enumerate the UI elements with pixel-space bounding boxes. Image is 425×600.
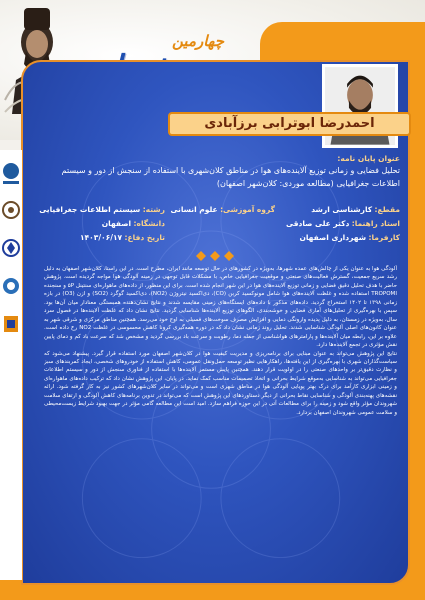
employer-label: کارفرما: xyxy=(368,233,400,242)
festival-ordinal: چهارمین xyxy=(172,32,224,50)
university-value: اصفهان xyxy=(101,219,132,228)
ornament-diamonds-icon xyxy=(195,250,235,262)
employer-row xyxy=(299,232,400,244)
field-label: رشته: xyxy=(142,205,165,214)
degree-value: کارشناسی ارشد xyxy=(311,205,373,214)
advisor-value: دکتر علی صادقی xyxy=(285,219,350,228)
field-row xyxy=(39,204,165,216)
group-value: علوم انسانی xyxy=(170,205,218,214)
seal-logo-icon xyxy=(1,198,21,224)
municipality-logo-icon xyxy=(1,312,21,338)
defense-row xyxy=(80,232,165,244)
name-banner xyxy=(168,112,411,136)
logo-column xyxy=(0,150,22,580)
defense-value: ۱۴۰۳/۰۶/۱۷ xyxy=(80,233,123,242)
thesis-heading: عنوان پایان نامه: xyxy=(337,154,400,163)
field-value: سیستم اطلاعات جغرافیایی xyxy=(39,205,141,214)
group-label: گروه آموزشی: xyxy=(220,205,275,214)
abstract-text xyxy=(44,265,397,553)
employer-value: شهرداری اصفهان xyxy=(299,233,367,242)
abstract-paragraph-2: نتایج این پژوهش می‌تواند به عنوان مبنایی برای برنامه‌ریزی و مدیریت کیفیت هوا در کلان‌شهر اصفهان مورد استفاده قرار گیرد. پیشنهاد می‌شود که سیاست‌گذاران شهری با بهره‌گیری از این یافته‌ها، راهکارهایی نظیر توسعه حمل‌ونقل عمومی، کاهش استفاده از خودروهای شخصی، ایجاد کمربندهای سبز و نظارت دقیق‌تر بر واحدهای صنعتی را در اولویت قرار دهند. همچنین پایش مستمر آلاینده‌ها با استفاده از فناوری سنجش از دور و سیستم اطلاعات جغرافیایی می‌تواند به شناسایی به‌موقع شرایط بحرانی و اتخاذ تصمیمات مناسب کمک نماید. در پایان، این پژوهش نشان داد که ترکیب داده‌های ماهواره‌ای و زمینی ابزاری کارآمد برای درک بهتر پویایی آلودگی هوا در مناطق شهری است و می‌تواند در سایر کلان‌شهرهای کشور نیز به کار گرفته شود. ارائه نقشه‌های پهنه‌بندی آلودگی و شناسایی نقاط بحرانی از دیگر دستاوردهای این پژوهش است که می‌تواند در تدوین برنامه‌های کاهش آلودگی و ارتقای سلامت شهروندان مؤثر واقع شود و زمینه را برای مطالعات آتی در این حوزه فراهم سازد. امید است این مطالعه گامی مؤثر در جهت بهبود شرایط زیست‌محیطی و سلامت عمومی شهروندان اصفهان بردارد. xyxy=(44,350,397,416)
university-row xyxy=(102,218,165,230)
thesis-title: تحلیل فضایی و زمانی توزیع آلاینده‌های هوا در مناطق کلان‌شهری با استفاده از سنجش از دور و سیستم اطلاعات جغرافیایی (مطالعه موردی: کلان‌شهر اصفهان) xyxy=(61,166,400,188)
abstract-paragraph-1: آلودگی هوا به عنوان یکی از چالش‌های عمده شهرها، به‌ویژه در کشورهای در حال توسعه مانند ایران، مطرح است. در این راستا، کلان‌شهر اصفهان به دلیل رشد سریع جمعیت، گسترش فعالیت‌های صنعتی و موقعیت جغرافیایی خاص، با مشکلات قابل توجهی در زمینه آلودگی هوا مواجه گردیده است. پژوهش حاضر با هدف تحلیل دقیق فضایی و زمانی توزیع آلاینده‌های هوا در این شهر انجام شده است. برای این منظور، از داده‌های ماهواره‌ای سنتینل ۵P و سنجنده TROPOMI استفاده شده و غلظت آلاینده‌های هوا شامل مونوکسید کربن (CO)، دی‌اکسید نیتروژن (NO2)، دی‌اکسید گوگرد (SO2) و ازن (O3) در بازه زمانی ۱۳۹۸ تا ۱۴۰۲ استخراج گردید. داده‌های مذکور با داده‌های ایستگاه‌های زمینی مقایسه شدند و نتایج نشان‌دهنده همبستگی معنادار میان آن‌ها بود. سپس با بهره‌گیری از تحلیل‌های آماری فضایی و خوشه‌بندی، الگوهای توزیع آلاینده‌ها شناسایی گردید. نتایج نشان داد که غلظت آلاینده‌ها در فصول سرد سال، به‌ویژه در زمستان، به دلیل پدیده وارونگی دمایی و افزایش مصرف سوخت‌های فسیلی به اوج خود می‌رسد. همچنین مناطق مرکزی و شرقی شهر به عنوان کانون‌های اصلی آلودگی شناسایی شدند. تحلیل روند زمانی نشان داد که در دوره همه‌گیری کرونا کاهش محسوسی در غلظت NO2 رخ داده است. علاوه بر این، رابطه میان آلاینده‌ها و پارامترهای هواشناسی از جمله دما، رطوبت و سرعت باد بررسی گردید و مشخص شد که سرعت باد کم و دمای پایین نقش مؤثری در تجمع آلاینده‌ها دارد. xyxy=(44,266,397,349)
person-name: احمدرضا ابوترابی برزآبادی xyxy=(204,116,375,131)
university-logo-icon xyxy=(1,160,21,186)
advisor-row xyxy=(286,218,400,230)
emblem-logo-icon xyxy=(1,236,21,262)
group-row xyxy=(170,204,275,216)
degree-row xyxy=(311,204,400,216)
university-label: دانشگاه: xyxy=(133,219,165,228)
defense-label: تاریخ دفاع: xyxy=(124,233,165,242)
degree-label: مقطع: xyxy=(374,205,400,214)
organization-logo-icon xyxy=(1,274,21,300)
advisor-label: استاد راهنما: xyxy=(351,219,400,228)
